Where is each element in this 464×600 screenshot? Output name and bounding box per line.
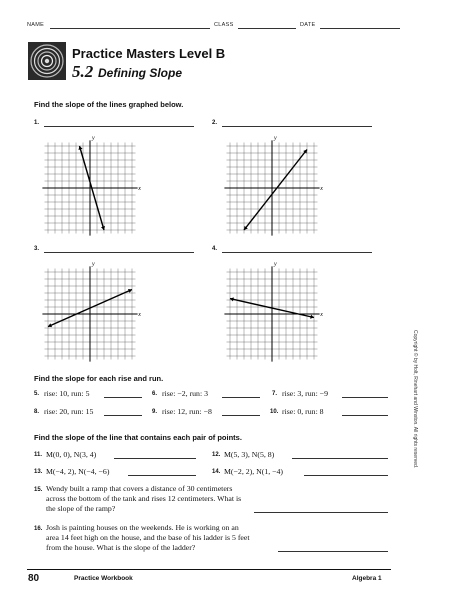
problem-2-answer[interactable] xyxy=(222,126,372,127)
problem-12-number: 12. xyxy=(212,452,221,458)
problem-11-number: 11. xyxy=(34,452,43,458)
problem-10-text: rise: 0, run: 8 xyxy=(282,407,324,416)
problem-13-text: M(−4, 2), N(−4, −6) xyxy=(46,467,110,476)
graph-1 xyxy=(40,135,141,238)
problem-15-number: 15. xyxy=(34,487,43,493)
part1-instruction: Find the slope of the lines graphed below. xyxy=(34,100,184,109)
problem-16-answer[interactable] xyxy=(278,551,388,552)
problem-15-line-2: across the bottom of the tank and rises 12 centimeters. What is xyxy=(46,494,242,503)
problem-15-line-1: Wendy built a ramp that covers a distance of 30 centimeters xyxy=(46,484,233,493)
problem-6-text: rise: −2, run: 3 xyxy=(162,389,208,398)
problem-14-text: M(−2, 2), N(1, −4) xyxy=(224,467,284,476)
problem-5-answer[interactable] xyxy=(104,397,142,398)
problem-5-text: rise: 10, run: 5 xyxy=(44,389,90,398)
problem-16-line-3: from the house. What is the slope of the ladder? xyxy=(46,543,196,552)
problem-5-number: 5. xyxy=(34,391,40,397)
page-title: Practice Masters Level B xyxy=(72,46,226,61)
date-blank[interactable] xyxy=(320,28,400,29)
y-axis-label: y xyxy=(92,135,95,142)
problem-15-line-3: the slope of the ramp? xyxy=(46,504,116,513)
x-axis-label: x xyxy=(320,186,323,192)
y-axis-label: y xyxy=(274,261,277,268)
part3-instruction: Find the slope of the line that contains each pair of points. xyxy=(34,433,242,442)
section-title: Defining Slope xyxy=(98,66,182,80)
y-axis-label: y xyxy=(92,261,95,268)
class-label: CLASS xyxy=(214,22,234,28)
problem-2-number: 2. xyxy=(212,120,218,126)
problem-12-text: M(5, 3), N(5, 8) xyxy=(224,450,275,459)
footer-rule xyxy=(27,569,391,570)
problem-7-text: rise: 3, run: −9 xyxy=(282,389,328,398)
x-axis-label: x xyxy=(138,186,141,192)
footer-course: Algebra 1 xyxy=(352,575,382,582)
graph-4 xyxy=(222,261,323,364)
problem-3-number: 3. xyxy=(34,246,40,252)
problem-8-text: rise: 20, run: 15 xyxy=(44,407,94,416)
class-blank[interactable] xyxy=(238,28,296,29)
graphed-line xyxy=(244,150,307,231)
problem-11-answer[interactable] xyxy=(114,458,196,459)
concentric-circles-logo xyxy=(28,42,66,80)
problem-4-answer[interactable] xyxy=(222,252,372,253)
problem-3-answer[interactable] xyxy=(44,252,194,253)
problem-13-number: 13. xyxy=(34,469,43,475)
x-axis-label: x xyxy=(138,312,141,318)
date-label: DATE xyxy=(300,22,316,28)
problem-12-answer[interactable] xyxy=(292,458,388,459)
problem-15-answer[interactable] xyxy=(254,512,388,513)
problem-16-line-1: Josh is painting houses on the weekends. He is working on an xyxy=(46,523,239,532)
graph-2 xyxy=(222,135,323,238)
problem-9-text: rise: 12, run: −8 xyxy=(162,407,212,416)
problem-7-number: 7. xyxy=(272,391,278,397)
graph-3 xyxy=(40,261,141,364)
problem-6-answer[interactable] xyxy=(222,397,260,398)
y-axis-label: y xyxy=(274,135,277,142)
problem-8-answer[interactable] xyxy=(104,415,142,416)
problem-9-number: 9. xyxy=(152,409,158,415)
problem-14-answer[interactable] xyxy=(304,475,388,476)
problem-16-number: 16. xyxy=(34,526,43,532)
page-number: 80 xyxy=(28,573,40,584)
problem-8-number: 8. xyxy=(34,409,40,415)
problem-10-number: 10. xyxy=(270,409,279,415)
section-number: 5.2 xyxy=(72,62,94,81)
footer-book: Practice Workbook xyxy=(74,575,133,582)
problem-4-number: 4. xyxy=(212,246,218,252)
problem-13-answer[interactable] xyxy=(128,475,196,476)
name-label: NAME xyxy=(27,22,45,28)
problem-16-text xyxy=(46,523,250,553)
problem-1-number: 1. xyxy=(34,120,40,126)
problem-15-text xyxy=(46,484,241,514)
problem-6-number: 6. xyxy=(152,391,158,397)
name-blank[interactable] xyxy=(50,28,210,29)
problem-1-answer[interactable] xyxy=(44,126,194,127)
problem-10-answer[interactable] xyxy=(342,415,388,416)
problem-14-number: 14. xyxy=(212,469,221,475)
problem-7-answer[interactable] xyxy=(342,397,388,398)
problem-16-line-2: area 14 feet high on the house, and the base of his ladder is 5 feet xyxy=(46,533,250,542)
problem-9-answer[interactable] xyxy=(222,415,260,416)
copyright-notice: Copyright © by Holt, Rinehart and Winston. All rights reserved. xyxy=(412,330,418,469)
problem-11-text: M(0, 0), N(3, 4) xyxy=(46,450,97,459)
part2-instruction: Find the slope for each rise and run. xyxy=(34,374,164,383)
x-axis-label: x xyxy=(320,312,323,318)
